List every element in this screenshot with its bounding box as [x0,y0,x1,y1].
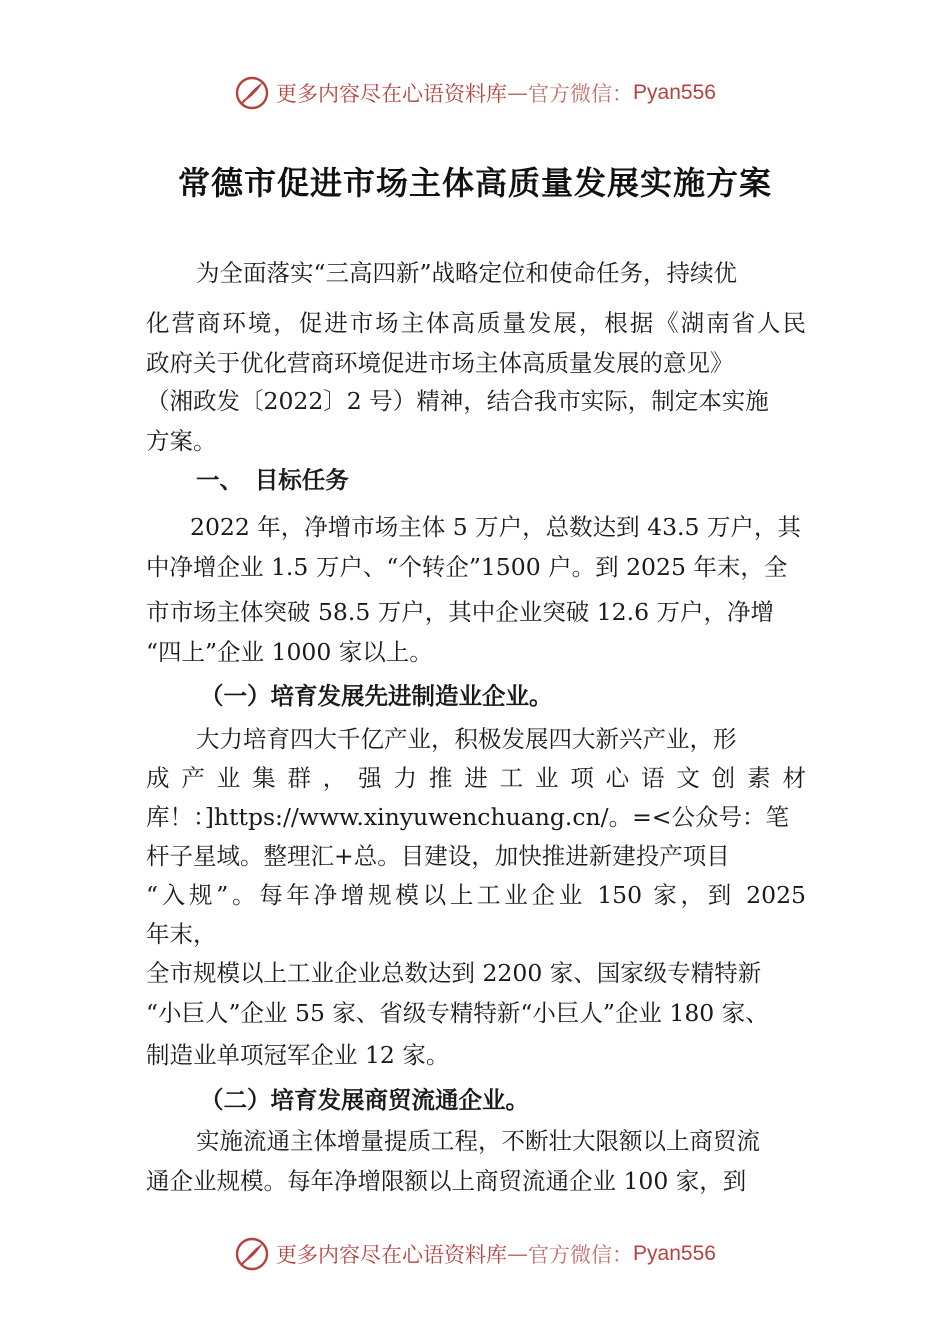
watermark-main-text: 更多内容尽在心语资料库 [276,82,508,106]
quill-logo-icon [234,1236,270,1272]
body-line: 2022 年，净增市场主体 5 万户，总数达到 43.5 万户，其 [190,513,801,541]
body-line: （湘政发〔2022〕2 号）精神，结合我市实际，制定本实施 [146,387,769,415]
watermark-dash: — [507,1242,529,1266]
body-line: 全市规模以上工业企业总数达到 2200 家、国家级专精特新 [146,959,762,987]
watermark-sub-text: 官方微信： [528,82,634,106]
body-line: 通企业规模。每年净增限额以上商贸流通企业 100 家，到 [146,1167,747,1195]
body-line: 化营商环境，促进市场主体高质量发展，根据《湖南省人民 [146,309,806,337]
body-line: 杆子星域。整理汇+总。目建设，加快推进新建投产项目 [146,842,730,870]
body-line: 方案。 [146,427,217,455]
body-line: 年末， [146,920,217,948]
body-line: 政府关于优化营商环境促进市场主体高质量发展的意见》 [146,349,734,377]
subsection-heading: （二）培育发展商贸流通企业。 [200,1086,529,1114]
body-line: 成产业集群，强力推进工业项心语文创素材 [146,764,806,792]
body-line: 实施流通主体增量提质工程，不断壮大限额以上商贸流 [196,1127,760,1155]
body-line: 库！：]https://www.xinyuwenchuang.cn/。=<公众号：笔 [146,803,789,831]
document-title: 常德市促进市场主体高质量发展实施方案 [177,164,772,202]
body-line: “四上”企业 1000 家以上。 [146,638,433,666]
watermark-footer [0,1231,950,1277]
watermark-header [0,70,950,116]
body-line: 制造业单项冠军企业 12 家。 [146,1041,450,1069]
body-line: 为全面落实“三高四新”战略定位和使命任务，持续优 [196,259,738,287]
body-line: “入规”。每年净增规模以上工业企业 150 家，到 2025 [146,881,806,909]
watermark-wechat-id: Pyan556 [633,1242,716,1265]
quill-logo-icon [234,75,270,111]
watermark-dash: — [507,81,529,105]
watermark-sub-text: 官方微信： [528,1243,634,1267]
body-line: 大力培育四大千亿产业，积极发展四大新兴产业，形 [196,725,737,753]
body-line: “小巨人”企业 55 家、省级专精特新“小巨人”企业 180 家、 [146,999,769,1027]
watermark-main-text: 更多内容尽在心语资料库 [276,1243,508,1267]
subsection-heading: （一）培育发展先进制造业企业。 [200,682,553,710]
watermark-wechat-id: Pyan556 [633,81,716,104]
section-heading: 一、 目标任务 [196,466,349,494]
body-line: 中净增企业 1.5 万户、“个转企”1500 户。到 2025 年末，全 [146,553,788,581]
body-line: 市市场主体突破 58.5 万户，其中企业突破 12.6 万户，净增 [146,598,775,626]
